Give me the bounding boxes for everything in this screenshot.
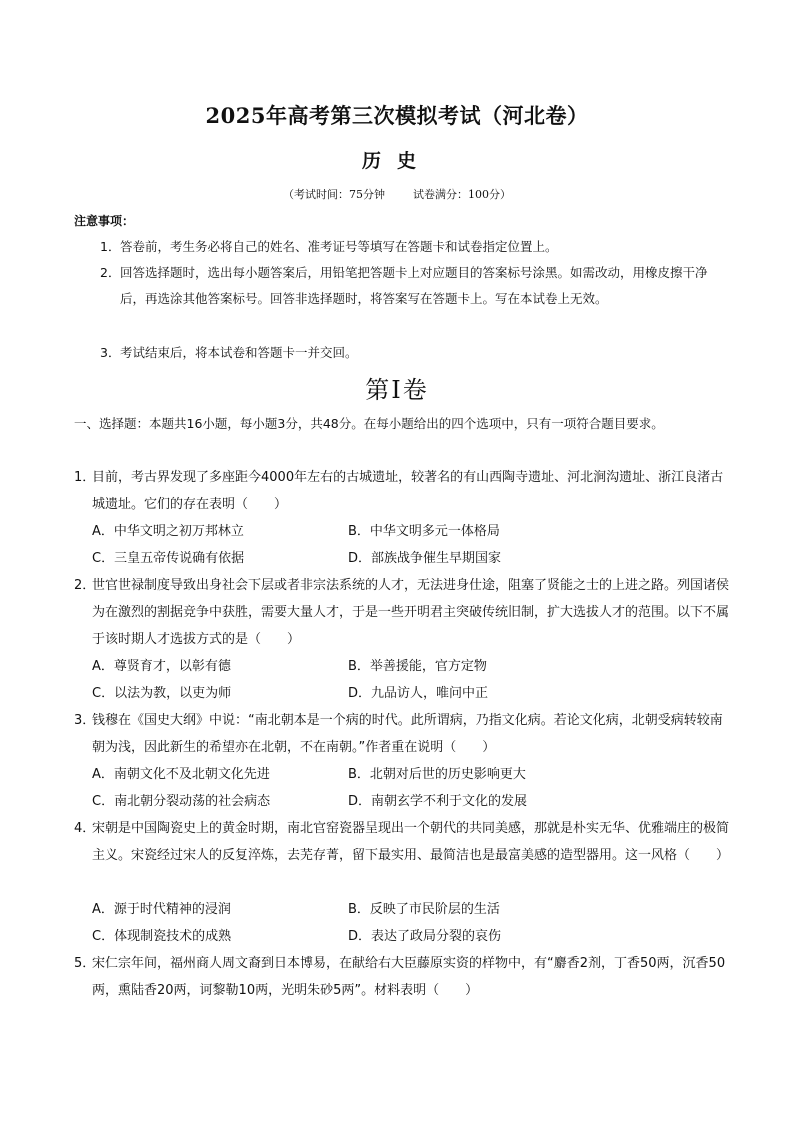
question-stem: 宋朝是中国陶瓷史上的黄金时期，南北官窑瓷器呈现出一个朝代的共同美感，那就是朴实无华、优雅端庄的极简主义。宋瓷经过宋人的反复淬炼，去芜存菁，留下最实用、最简洁也是最富美感的造型器用。这一风格（ ） (92, 821, 730, 863)
notice-item-number: 2． (100, 265, 121, 280)
notice-title: 注意事项： (74, 214, 135, 228)
option-c: C．三皇五帝传说确有依据 (92, 551, 245, 566)
question-number: 2． (74, 578, 96, 593)
option-d: D．南朝玄学不利于文化的发展 (348, 794, 528, 809)
question-3 (74, 707, 734, 761)
exam-time: （考试时间：75分钟 (283, 188, 385, 201)
option-d: D．表达了政局分裂的哀伤 (348, 929, 502, 944)
notice-item-text: 考试结束后，将本试卷和答题卡一并交回。 (120, 345, 358, 360)
option-d: D．部族战争催生早期国家 (348, 551, 502, 566)
question-stem: 世官世禄制度导致出身社会下层或者非宗法系统的人才，无法进身仕途，阻塞了贤能之士的上进之路。列国诸侯为在激烈的割据竞争中获胜，需要大量人才，于是一些开明君主突破传统旧制，扩大选拔人才的范围。以下不属于该时期人才选拔方式的是（ ） (92, 578, 730, 647)
option-d: D．九品访人，唯问中正 (348, 686, 489, 701)
option-c: C．南北朝分裂动荡的社会病态 (92, 794, 271, 809)
exam-info (0, 186, 794, 202)
question-4 (74, 815, 734, 869)
part-title: 第Ⅰ卷 (365, 376, 429, 404)
exam-score: 试卷满分：100分） (413, 188, 511, 201)
option-b: B．举善援能，官方定物 (348, 659, 487, 674)
subject-title: 历史 (361, 150, 432, 172)
question-stem: 钱穆在《国史大纲》中说：“南北朝本是一个病的时代。此所谓病，乃指文化病。若论文化病，北朝受病转较南朝为浅，因此新生的希望亦在北朝，不在南朝。”作者重在说明（ ） (92, 713, 723, 755)
notice-item-1 (100, 234, 730, 260)
notice-item-number: 3． (100, 345, 121, 360)
question-stem: 目前，考古界发现了多座距今4000年左右的古城遗址，较著名的有山西陶寺遗址、河北涧沟遗址、浙江良渚古城遗址。它们的存在表明（ ） (92, 470, 724, 512)
question-2 (74, 572, 734, 653)
notice-item-number: 1． (100, 239, 121, 254)
notice-item-text: 回答选择题时，选出每小题答案后，用铅笔把答题卡上对应题目的答案标号涂黑。如需改动，用橡皮擦干净后，再选涂其他答案标号。回答非选择题时，将答案写在答题卡上。写在本试卷上无效。 (120, 265, 708, 306)
question-stem: 宋仁宗年间，福州商人周文裔到日本博易，在献给右大臣藤原实资的样物中，有“麝香2剂，丁香50两，沉香50两，熏陆香20两，诃黎勒10两，光明朱砂5两”。材料表明（ ） (92, 956, 726, 998)
option-a: A．源于时代精神的浸润 (92, 902, 231, 917)
notice-item-text: 答卷前，考生务必将自己的姓名、准考证号等填写在答题卡和试卷指定位置上。 (120, 239, 558, 254)
question-5 (74, 950, 734, 1004)
question-number: 3． (74, 713, 96, 728)
section-header: 一、选择题：本题共16小题，每小题3分，共48分。在每小题给出的四个选项中，只有一项符合题目要求。 (74, 416, 664, 431)
option-c: C．体现制瓷技术的成熟 (92, 929, 232, 944)
option-b: B．中华文明多元一体格局 (348, 524, 500, 539)
option-a: A．中华文明之初万邦林立 (92, 524, 244, 539)
option-a: A．尊贤育才，以彰有德 (92, 659, 231, 674)
option-b: B．反映了市民阶层的生活 (348, 902, 500, 917)
exam-title: 2025年高考第三次模拟考试（河北卷） (205, 103, 589, 128)
notice-item-2 (100, 260, 722, 312)
question-number: 4． (74, 821, 96, 836)
option-c: C．以法为教，以吏为师 (92, 686, 232, 701)
option-a: A．南朝文化不及北朝文化先进 (92, 767, 270, 782)
question-number: 1． (74, 470, 96, 485)
notice-item-3 (100, 340, 730, 366)
question-1 (74, 464, 734, 518)
option-b: B．北朝对后世的历史影响更大 (348, 767, 526, 782)
question-number: 5． (74, 956, 96, 971)
